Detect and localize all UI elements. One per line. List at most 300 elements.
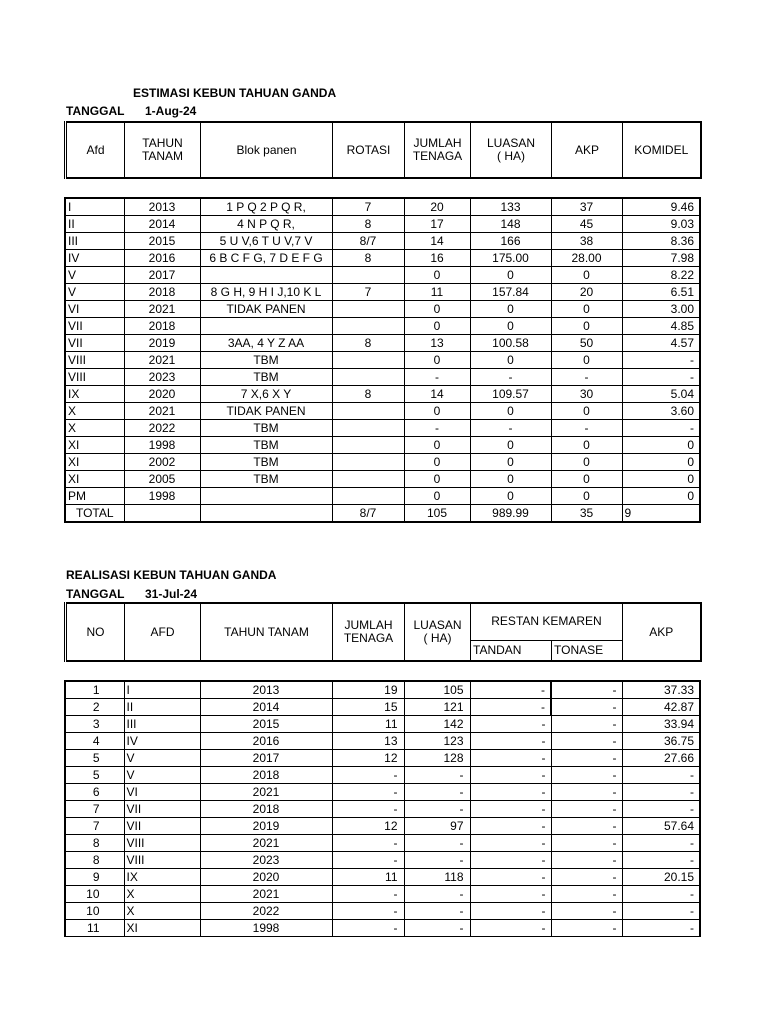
- cell-rotasi: 8: [332, 335, 404, 352]
- cell-jumlah-tenaga: 0: [404, 267, 470, 284]
- cell-jumlah-tenaga: -: [332, 903, 404, 920]
- cell-tahun-tanam: 2018: [124, 284, 200, 301]
- cell-luasan: 0: [470, 267, 551, 284]
- table-row: [65, 198, 700, 216]
- cell-blok-panen: 3AA, 4 Y Z AA: [200, 335, 332, 352]
- realisasi-tanggal-label: TANGGAL: [66, 587, 125, 601]
- cell-luasan: -: [404, 835, 470, 852]
- cell-komidel: 4.85: [622, 318, 700, 335]
- cell-komidel: 9.46: [622, 198, 700, 216]
- cell-afd: VI: [65, 301, 124, 318]
- cell-tahun-tanam: 2021: [200, 835, 332, 852]
- cell-jumlah-tenaga: 19: [332, 681, 404, 699]
- cell-akp: -: [622, 903, 700, 920]
- cell-luasan: 105: [404, 681, 470, 699]
- cell-tonase: -: [551, 903, 622, 920]
- cell-afd: IV: [65, 250, 124, 267]
- header-tahun-tanam: TAHUN TANAM: [125, 122, 201, 178]
- cell-tandan: -: [470, 886, 551, 903]
- cell-jumlah-tenaga: 16: [404, 250, 470, 267]
- cell-jumlah-tenaga: 0: [404, 471, 470, 488]
- total-rotasi: 8/7: [332, 505, 404, 523]
- cell-blok-panen: 4 N P Q R,: [200, 216, 332, 233]
- cell-rotasi: [332, 488, 404, 505]
- cell-tonase: -: [551, 869, 622, 886]
- cell-rotasi: [332, 369, 404, 386]
- cell-luasan: -: [404, 886, 470, 903]
- cell-luasan: 123: [404, 733, 470, 750]
- table-row: [65, 267, 700, 284]
- total-komidel: 9: [622, 505, 700, 523]
- cell-luasan: 157.84: [470, 284, 551, 301]
- cell-akp: 30: [551, 386, 622, 403]
- table-row: [65, 750, 700, 767]
- cell-no: 8: [65, 835, 124, 852]
- header-jumlah-tenaga: JUMLAH TENAGA: [405, 122, 471, 178]
- cell-tandan: -: [470, 903, 551, 920]
- cell-tahun-tanam: 2022: [124, 420, 200, 437]
- header-luasan2: LUASAN ( HA): [405, 603, 471, 661]
- cell-tahun-tanam: 2021: [124, 403, 200, 420]
- cell-tandan: -: [470, 716, 551, 733]
- cell-jumlah-tenaga: 12: [332, 818, 404, 835]
- cell-tandan: -: [470, 767, 551, 784]
- total-akp: 35: [551, 505, 622, 523]
- total-jumlah-tenaga: 105: [404, 505, 470, 523]
- cell-komidel: 6.51: [622, 284, 700, 301]
- table-row: [65, 369, 700, 386]
- realisasi-title: REALISASI KEBUN TAHUAN GANDA: [66, 568, 277, 582]
- cell-akp: 0: [551, 318, 622, 335]
- cell-afd: IV: [124, 733, 200, 750]
- cell-luasan: 100.58: [470, 335, 551, 352]
- cell-tahun-tanam: 2015: [124, 233, 200, 250]
- header-tahun-tanam2: TAHUN TANAM: [201, 603, 333, 661]
- table-row: [65, 920, 700, 937]
- estimasi-tanggal-label: TANGGAL: [66, 104, 125, 118]
- cell-no: 6: [65, 784, 124, 801]
- cell-jumlah-tenaga: 17: [404, 216, 470, 233]
- cell-jumlah-tenaga: 15: [332, 699, 404, 716]
- cell-komidel: 0: [622, 471, 700, 488]
- cell-tonase: -: [551, 886, 622, 903]
- table-row: [65, 352, 700, 369]
- cell-akp: 50: [551, 335, 622, 352]
- header-afd2: AFD: [125, 603, 201, 661]
- table-row: [65, 869, 700, 886]
- cell-komidel: -: [622, 352, 700, 369]
- cell-afd: XI: [65, 471, 124, 488]
- cell-tandan: -: [470, 835, 551, 852]
- cell-afd: IX: [124, 869, 200, 886]
- cell-luasan: 0: [470, 488, 551, 505]
- cell-tahun-tanam: 2020: [124, 386, 200, 403]
- header-afd: Afd: [66, 122, 125, 178]
- cell-luasan: 118: [404, 869, 470, 886]
- cell-jumlah-tenaga: 0: [404, 318, 470, 335]
- cell-afd: VIII: [124, 835, 200, 852]
- table-row: [65, 733, 700, 750]
- cell-afd: X: [65, 403, 124, 420]
- table-row: [65, 284, 700, 301]
- cell-tahun-tanam: 2015: [200, 716, 332, 733]
- cell-akp: -: [622, 767, 700, 784]
- cell-tahun-tanam: 2018: [200, 801, 332, 818]
- cell-afd: VIII: [124, 852, 200, 869]
- cell-tonase: -: [551, 733, 622, 750]
- cell-akp: 0: [551, 437, 622, 454]
- cell-no: 5: [65, 750, 124, 767]
- total-row: [65, 505, 700, 523]
- cell-no: 10: [65, 886, 124, 903]
- cell-luasan: -: [404, 920, 470, 937]
- cell-afd: III: [124, 716, 200, 733]
- table-row: [65, 886, 700, 903]
- cell-akp: 36.75: [622, 733, 700, 750]
- cell-luasan: -: [404, 801, 470, 818]
- cell-afd: I: [65, 198, 124, 216]
- cell-jumlah-tenaga: 14: [404, 386, 470, 403]
- table-row: [65, 301, 700, 318]
- cell-afd: VIII: [65, 352, 124, 369]
- cell-tahun-tanam: 1998: [200, 920, 332, 937]
- cell-tahun-tanam: 2013: [124, 198, 200, 216]
- cell-tonase: -: [551, 699, 622, 716]
- table-row: [65, 488, 700, 505]
- cell-akp: 38: [551, 233, 622, 250]
- cell-blok-panen: 5 U V,6 T U V,7 V: [200, 233, 332, 250]
- cell-jumlah-tenaga: 0: [404, 403, 470, 420]
- cell-rotasi: [332, 403, 404, 420]
- cell-luasan: -: [404, 767, 470, 784]
- cell-jumlah-tenaga: 13: [332, 733, 404, 750]
- cell-luasan: -: [404, 852, 470, 869]
- cell-tahun-tanam: 1998: [124, 488, 200, 505]
- cell-afd: IX: [65, 386, 124, 403]
- cell-akp: -: [551, 369, 622, 386]
- cell-akp: 0: [551, 488, 622, 505]
- cell-afd: VIII: [65, 369, 124, 386]
- table-row: [65, 335, 700, 352]
- cell-luasan: -: [470, 420, 551, 437]
- cell-tandan: -: [470, 699, 551, 716]
- cell-komidel: 7.98: [622, 250, 700, 267]
- cell-luasan: 0: [470, 352, 551, 369]
- cell-no: 8: [65, 852, 124, 869]
- cell-blok-panen: TBM: [200, 352, 332, 369]
- cell-akp: 0: [551, 471, 622, 488]
- cell-afd: V: [124, 750, 200, 767]
- cell-tonase: -: [551, 835, 622, 852]
- cell-blok-panen: TBM: [200, 369, 332, 386]
- cell-tandan: -: [470, 750, 551, 767]
- cell-no: 5: [65, 767, 124, 784]
- cell-no: 1: [65, 681, 124, 699]
- cell-akp: -: [551, 420, 622, 437]
- cell-rotasi: [332, 454, 404, 471]
- realisasi-header-table: [64, 602, 702, 662]
- cell-afd: VI: [124, 784, 200, 801]
- cell-komidel: 5.04: [622, 386, 700, 403]
- estimasi-header-table: [64, 121, 702, 179]
- cell-afd: X: [124, 903, 200, 920]
- cell-akp: 28.00: [551, 250, 622, 267]
- cell-blok-panen: TBM: [200, 420, 332, 437]
- header-rotasi: ROTASI: [333, 122, 405, 178]
- cell-tandan: -: [470, 818, 551, 835]
- cell-blok-panen: [200, 488, 332, 505]
- total-tahun-tanam: [124, 505, 200, 523]
- cell-luasan: 0: [470, 301, 551, 318]
- cell-no: 11: [65, 920, 124, 937]
- cell-no: 4: [65, 733, 124, 750]
- cell-komidel: -: [622, 420, 700, 437]
- cell-jumlah-tenaga: 11: [332, 869, 404, 886]
- cell-afd: II: [124, 699, 200, 716]
- cell-no: 7: [65, 818, 124, 835]
- cell-tonase: -: [551, 750, 622, 767]
- cell-afd: X: [124, 886, 200, 903]
- table-row: [65, 681, 700, 699]
- cell-jumlah-tenaga: -: [332, 801, 404, 818]
- cell-no: 9: [65, 869, 124, 886]
- header-blok-panen: Blok panen: [201, 122, 333, 178]
- cell-tonase: -: [551, 784, 622, 801]
- cell-tonase: -: [551, 852, 622, 869]
- cell-no: 3: [65, 716, 124, 733]
- table-row: [65, 699, 700, 716]
- cell-blok-panen: TIDAK PANEN: [200, 301, 332, 318]
- cell-luasan: 133: [470, 198, 551, 216]
- cell-tahun-tanam: 2021: [124, 352, 200, 369]
- cell-rotasi: [332, 267, 404, 284]
- cell-afd: PM: [65, 488, 124, 505]
- header-restan-kemaren: RESTAN KEMAREN: [471, 603, 623, 640]
- cell-blok-panen: 8 G H, 9 H I J,10 K L: [200, 284, 332, 301]
- header-luasan: LUASAN ( HA): [471, 122, 552, 178]
- cell-akp: 0: [551, 454, 622, 471]
- cell-akp: 57.64: [622, 818, 700, 835]
- cell-akp: 33.94: [622, 716, 700, 733]
- cell-luasan: -: [404, 784, 470, 801]
- cell-tahun-tanam: 2023: [200, 852, 332, 869]
- cell-luasan: 0: [470, 403, 551, 420]
- cell-afd: VII: [124, 818, 200, 835]
- cell-rotasi: 8: [332, 386, 404, 403]
- cell-akp: 37: [551, 198, 622, 216]
- cell-komidel: 8.36: [622, 233, 700, 250]
- cell-akp: -: [622, 784, 700, 801]
- cell-akp: 0: [551, 301, 622, 318]
- cell-tahun-tanam: 2018: [200, 767, 332, 784]
- cell-jumlah-tenaga: 0: [404, 301, 470, 318]
- cell-afd: VII: [65, 335, 124, 352]
- cell-luasan: 0: [470, 471, 551, 488]
- cell-luasan: 97: [404, 818, 470, 835]
- cell-blok-panen: TBM: [200, 471, 332, 488]
- cell-rotasi: [332, 420, 404, 437]
- cell-tonase: -: [551, 681, 622, 699]
- cell-tahun-tanam: 2019: [200, 818, 332, 835]
- cell-luasan: 0: [470, 454, 551, 471]
- cell-tandan: -: [470, 733, 551, 750]
- cell-tahun-tanam: 2019: [124, 335, 200, 352]
- total-afd: TOTAL: [65, 505, 124, 523]
- cell-rotasi: [332, 471, 404, 488]
- cell-tahun-tanam: 2002: [124, 454, 200, 471]
- cell-jumlah-tenaga: -: [332, 784, 404, 801]
- cell-tahun-tanam: 2020: [200, 869, 332, 886]
- cell-afd: V: [65, 267, 124, 284]
- cell-luasan: 109.57: [470, 386, 551, 403]
- estimasi-title: ESTIMASI KEBUN TAHUAN GANDA: [133, 86, 337, 100]
- cell-akp: 0: [551, 267, 622, 284]
- cell-afd: XI: [124, 920, 200, 937]
- header-tonase: TONASE: [552, 640, 623, 661]
- cell-luasan: -: [404, 903, 470, 920]
- cell-rotasi: 7: [332, 198, 404, 216]
- cell-akp: 0: [551, 352, 622, 369]
- realisasi-tanggal-value: 31-Jul-24: [145, 587, 198, 601]
- table-row: [65, 767, 700, 784]
- cell-luasan: 148: [470, 216, 551, 233]
- table-row: [65, 852, 700, 869]
- cell-jumlah-tenaga: 0: [404, 352, 470, 369]
- cell-jumlah-tenaga: 0: [404, 454, 470, 471]
- cell-tahun-tanam: 2014: [124, 216, 200, 233]
- cell-rotasi: [332, 437, 404, 454]
- cell-afd: XI: [65, 454, 124, 471]
- cell-tonase: -: [551, 801, 622, 818]
- cell-tandan: -: [470, 801, 551, 818]
- table-row: [65, 437, 700, 454]
- cell-tahun-tanam: 2016: [124, 250, 200, 267]
- cell-afd: VII: [124, 801, 200, 818]
- table-row: [65, 784, 700, 801]
- table-row: [65, 233, 700, 250]
- cell-afd: V: [124, 767, 200, 784]
- cell-jumlah-tenaga: -: [404, 369, 470, 386]
- cell-no: 2: [65, 699, 124, 716]
- cell-tonase: -: [551, 920, 622, 937]
- cell-blok-panen: 7 X,6 X Y: [200, 386, 332, 403]
- cell-luasan: 128: [404, 750, 470, 767]
- table-row: [65, 420, 700, 437]
- cell-tahun-tanam: 2016: [200, 733, 332, 750]
- table-row: [65, 835, 700, 852]
- cell-akp: -: [622, 801, 700, 818]
- table-row: [65, 471, 700, 488]
- cell-komidel: 0: [622, 454, 700, 471]
- cell-luasan: 121: [404, 699, 470, 716]
- cell-rotasi: [332, 301, 404, 318]
- cell-blok-panen: 6 B C F G, 7 D E F G: [200, 250, 332, 267]
- cell-blok-panen: TBM: [200, 454, 332, 471]
- cell-tahun-tanam: 1998: [124, 437, 200, 454]
- cell-afd: III: [65, 233, 124, 250]
- cell-afd: VII: [65, 318, 124, 335]
- cell-luasan: 166: [470, 233, 551, 250]
- estimasi-tanggal-value: 1-Aug-24: [145, 104, 197, 118]
- cell-rotasi: 8/7: [332, 233, 404, 250]
- cell-jumlah-tenaga: 20: [404, 198, 470, 216]
- cell-tandan: -: [470, 869, 551, 886]
- cell-luasan: 0: [470, 437, 551, 454]
- cell-blok-panen: TIDAK PANEN: [200, 403, 332, 420]
- cell-jumlah-tenaga: 0: [404, 488, 470, 505]
- cell-komidel: 9.03: [622, 216, 700, 233]
- estimasi-data-table: [64, 197, 701, 523]
- cell-no: 7: [65, 801, 124, 818]
- cell-tahun-tanam: 2021: [200, 886, 332, 903]
- cell-jumlah-tenaga: 12: [332, 750, 404, 767]
- cell-jumlah-tenaga: -: [332, 767, 404, 784]
- cell-blok-panen: TBM: [200, 437, 332, 454]
- cell-jumlah-tenaga: 14: [404, 233, 470, 250]
- cell-rotasi: [332, 352, 404, 369]
- header-komidel: KOMIDEL: [623, 122, 701, 178]
- table-row: [65, 454, 700, 471]
- cell-tahun-tanam: 2021: [124, 301, 200, 318]
- cell-tahun-tanam: 2022: [200, 903, 332, 920]
- table-row: [65, 818, 700, 835]
- realisasi-data-table: [64, 680, 701, 937]
- cell-afd: I: [124, 681, 200, 699]
- total-luasan: 989.99: [470, 505, 551, 523]
- cell-blok-panen: [200, 267, 332, 284]
- cell-tahun-tanam: 2017: [200, 750, 332, 767]
- cell-tahun-tanam: 2021: [200, 784, 332, 801]
- cell-komidel: 3.60: [622, 403, 700, 420]
- cell-komidel: 4.57: [622, 335, 700, 352]
- cell-tandan: -: [470, 852, 551, 869]
- cell-akp: 20: [551, 284, 622, 301]
- cell-rotasi: 7: [332, 284, 404, 301]
- header-akp: AKP: [552, 122, 623, 178]
- header-akp2: AKP: [623, 603, 701, 661]
- header-no: NO: [66, 603, 125, 661]
- cell-jumlah-tenaga: 11: [332, 716, 404, 733]
- cell-afd: XI: [65, 437, 124, 454]
- cell-tonase: -: [551, 818, 622, 835]
- cell-komidel: 0: [622, 488, 700, 505]
- cell-afd: X: [65, 420, 124, 437]
- cell-komidel: -: [622, 369, 700, 386]
- cell-tahun-tanam: 2023: [124, 369, 200, 386]
- cell-luasan: 175.00: [470, 250, 551, 267]
- cell-komidel: 8.22: [622, 267, 700, 284]
- table-row: [65, 903, 700, 920]
- cell-akp: 45: [551, 216, 622, 233]
- cell-no: 10: [65, 903, 124, 920]
- cell-komidel: 0: [622, 437, 700, 454]
- cell-tahun-tanam: 2017: [124, 267, 200, 284]
- cell-tahun-tanam: 2013: [200, 681, 332, 699]
- table-row: [65, 403, 700, 420]
- cell-akp: -: [622, 852, 700, 869]
- cell-tahun-tanam: 2005: [124, 471, 200, 488]
- header-tandan: TANDAN: [471, 640, 552, 661]
- table-row: [65, 386, 700, 403]
- cell-rotasi: [332, 318, 404, 335]
- cell-tonase: -: [551, 767, 622, 784]
- table-row: [65, 716, 700, 733]
- cell-jumlah-tenaga: 0: [404, 437, 470, 454]
- cell-akp: -: [622, 920, 700, 937]
- cell-jumlah-tenaga: -: [332, 920, 404, 937]
- cell-jumlah-tenaga: -: [332, 886, 404, 903]
- cell-jumlah-tenaga: 13: [404, 335, 470, 352]
